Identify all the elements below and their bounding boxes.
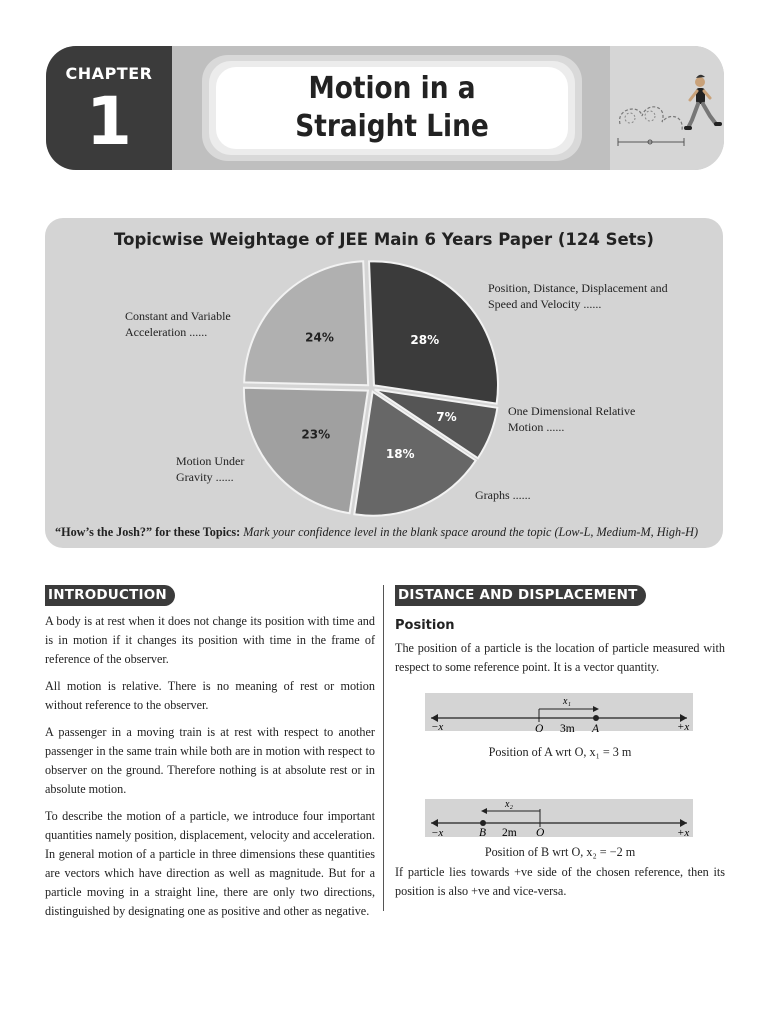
- distance-column: [395, 585, 725, 901]
- pie-slice-5: [244, 261, 368, 385]
- josh-note: [55, 525, 698, 540]
- chapter-title-line1: Motion in a: [308, 71, 476, 106]
- pie-value-label-3: 18%: [385, 447, 415, 462]
- diagram-a-vector: x₁: [563, 696, 571, 707]
- pie-value-label-5: 24%: [305, 330, 334, 345]
- diagram-b-vector: x₂: [505, 799, 513, 810]
- diagram-a-neg-x: −x: [431, 721, 444, 733]
- chapter-box: [46, 46, 172, 170]
- runner-illustration: [610, 46, 724, 170]
- weightage-chart-panel: [45, 218, 723, 548]
- diagram-a-pos-x: +x: [677, 721, 690, 733]
- pie-value-label-4: 23%: [301, 427, 331, 442]
- pie-value-label-2: 7%: [436, 410, 457, 425]
- position-paragraph-2: If particle lies towards +ve side of the chosen reference, then its position is also +ve and vice-versa.: [395, 865, 725, 898]
- josh-note-bold: “How’s the Josh?” for these Topics:: [55, 525, 241, 539]
- pie-chart: [45, 218, 723, 548]
- runner-icon: [610, 46, 724, 170]
- diagram-a-distance: 3m: [560, 723, 575, 735]
- chapter-number: 1: [86, 83, 132, 160]
- pie-label-graphs: Graphs ......: [475, 488, 531, 502]
- intro-paragraph-1: A body is at rest when it does not change its position with time and is in motion if it changes its position with time in the frame of reference of the observer.: [45, 614, 375, 666]
- diagram-b-caption: Position of B wrt O, x₂ = −2 m: [484, 845, 636, 859]
- chapter-banner: [46, 46, 724, 170]
- diagram-b-point: B: [479, 827, 487, 839]
- pie-label-relative-motion: One Dimensional Relative Motion ......: [508, 404, 636, 434]
- introduction-heading: INTRODUCTION: [45, 585, 175, 606]
- intro-paragraph-3: A passenger in a moving train is at rest with respect to another passenger in the same train while both are in motion with respect to observer on the ground. Therefore nothing is at absolute rest or in absolute motion.: [45, 725, 375, 796]
- position-paragraph-1: The position of a particle is the location of particle measured with respect to some reference point. It is a vector quantity.: [395, 641, 725, 674]
- pie-label-gravity: Motion Under Gravity ......: [176, 454, 245, 484]
- column-divider: [383, 585, 384, 911]
- introduction-column: [45, 585, 375, 921]
- position-diagram-a: [395, 693, 725, 769]
- distance-heading: DISTANCE AND DISPLACEMENT: [395, 585, 646, 606]
- pie-label-position: Position, Distance, Displacement and Speed and Velocity ......: [488, 281, 668, 311]
- chart-title: Topicwise Weightage of JEE Main 6 Years Paper (124 Sets): [114, 230, 654, 249]
- diagram-b-origin: O: [536, 827, 545, 839]
- intro-paragraph-2: All motion is relative. There is no meaning of rest or motion without reference to the observer.: [45, 679, 375, 712]
- diagram-b-distance: 2m: [502, 827, 517, 839]
- diagram-b-pos-x: +x: [677, 827, 690, 839]
- position-diagram-b: [395, 799, 725, 861]
- position-subheading: Position: [395, 618, 455, 633]
- josh-note-italic: Mark your confidence level in the blank space around the topic (Low-L, Medium-M, High-H): [243, 525, 699, 539]
- diagram-a-point: A: [592, 723, 600, 735]
- pie-value-label-1: 28%: [410, 332, 440, 347]
- diagram-a-caption: Position of A wrt O, x₁ = 3 m: [488, 745, 632, 759]
- chapter-title-line2: Straight Line: [295, 109, 489, 144]
- pie-label-acceleration: Constant and Variable Acceleration ......: [125, 309, 231, 339]
- chapter-word: CHAPTER: [65, 64, 153, 83]
- diagram-a-origin: O: [535, 723, 544, 735]
- intro-paragraph-4: To describe the motion of a particle, we introduce four important quantities namely position, displacement, velocity and acceleration. In general motion of a particle in three dimensions these quantities are vectors which have direction as well as magnitude. But for a particle moving in a straight line, there are only two directions, distinguished by designating one as positive and other as negative.: [45, 809, 375, 918]
- diagram-b-neg-x: −x: [431, 827, 444, 839]
- pie-slice-4: [244, 388, 368, 513]
- chapter-title: [216, 67, 568, 149]
